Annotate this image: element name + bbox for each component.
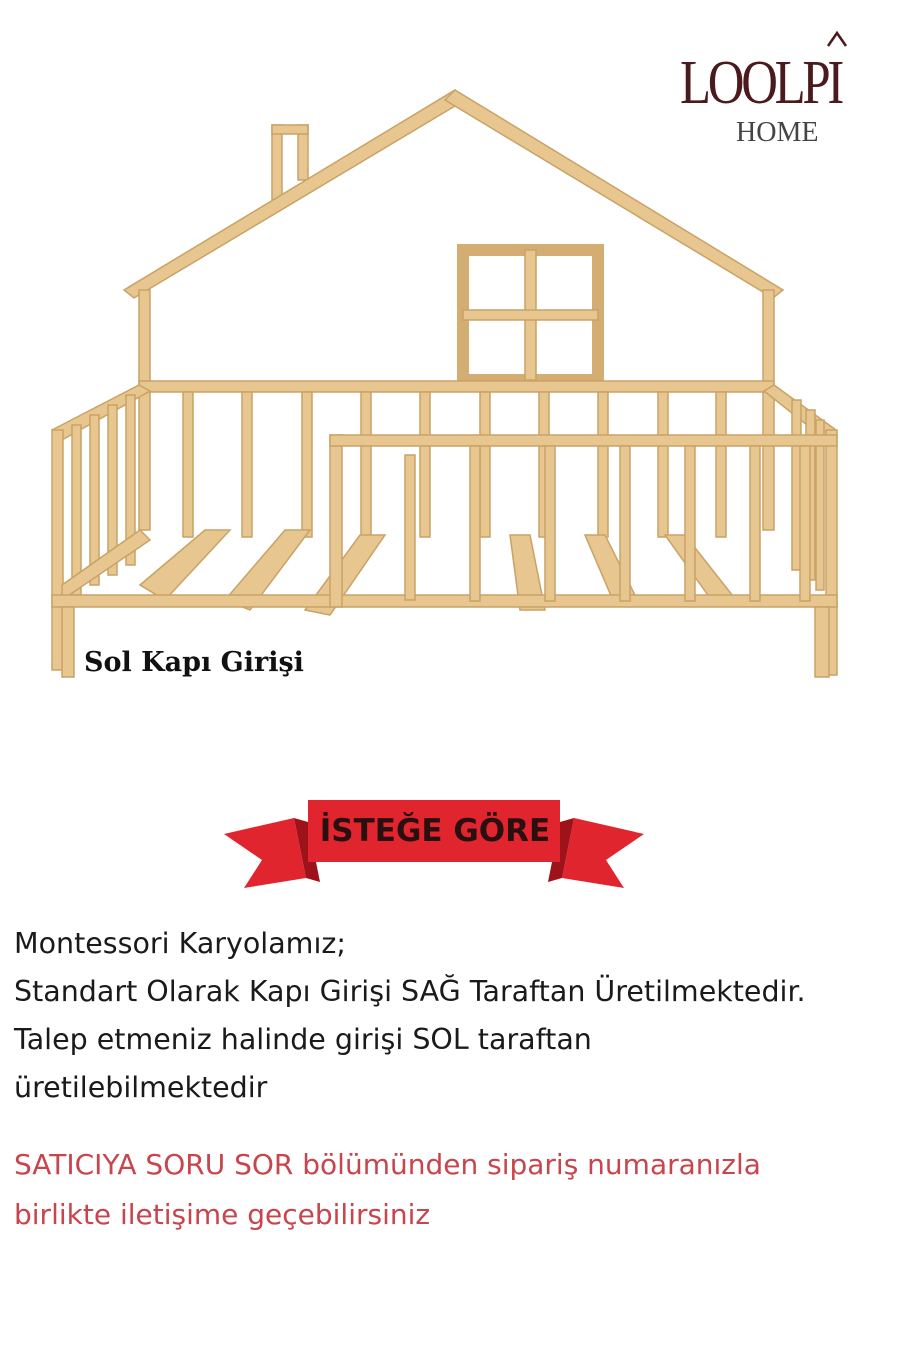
contact-notice: [14, 1140, 894, 1240]
brand-name: LOOLPI: [680, 49, 842, 117]
description-line: üretilebilmektedir: [14, 1071, 268, 1104]
ribbon-label: İSTEĞE GÖRE: [319, 813, 551, 849]
description-line: Talep etmeniz halinde girişi SOL taraftan: [14, 1023, 592, 1056]
brand-sub: HOME: [736, 117, 819, 148]
description-line: Montessori Karyolamız;: [14, 927, 346, 960]
product-image: [40, 85, 870, 695]
description-line: Standart Olarak Kapı Girişi SAĞ Taraftan Üretilmektedir.: [14, 975, 806, 1008]
description-text: [14, 920, 894, 1112]
logo-accent-icon: [825, 30, 849, 50]
image-caption: Sol Kapı Girişi: [84, 647, 304, 678]
contact-notice-line: SATICIYA SORU SOR bölümünden sipariş numaranızla: [14, 1148, 761, 1181]
contact-notice-line: birlikte iletişime geçebilirsiniz: [14, 1198, 431, 1231]
